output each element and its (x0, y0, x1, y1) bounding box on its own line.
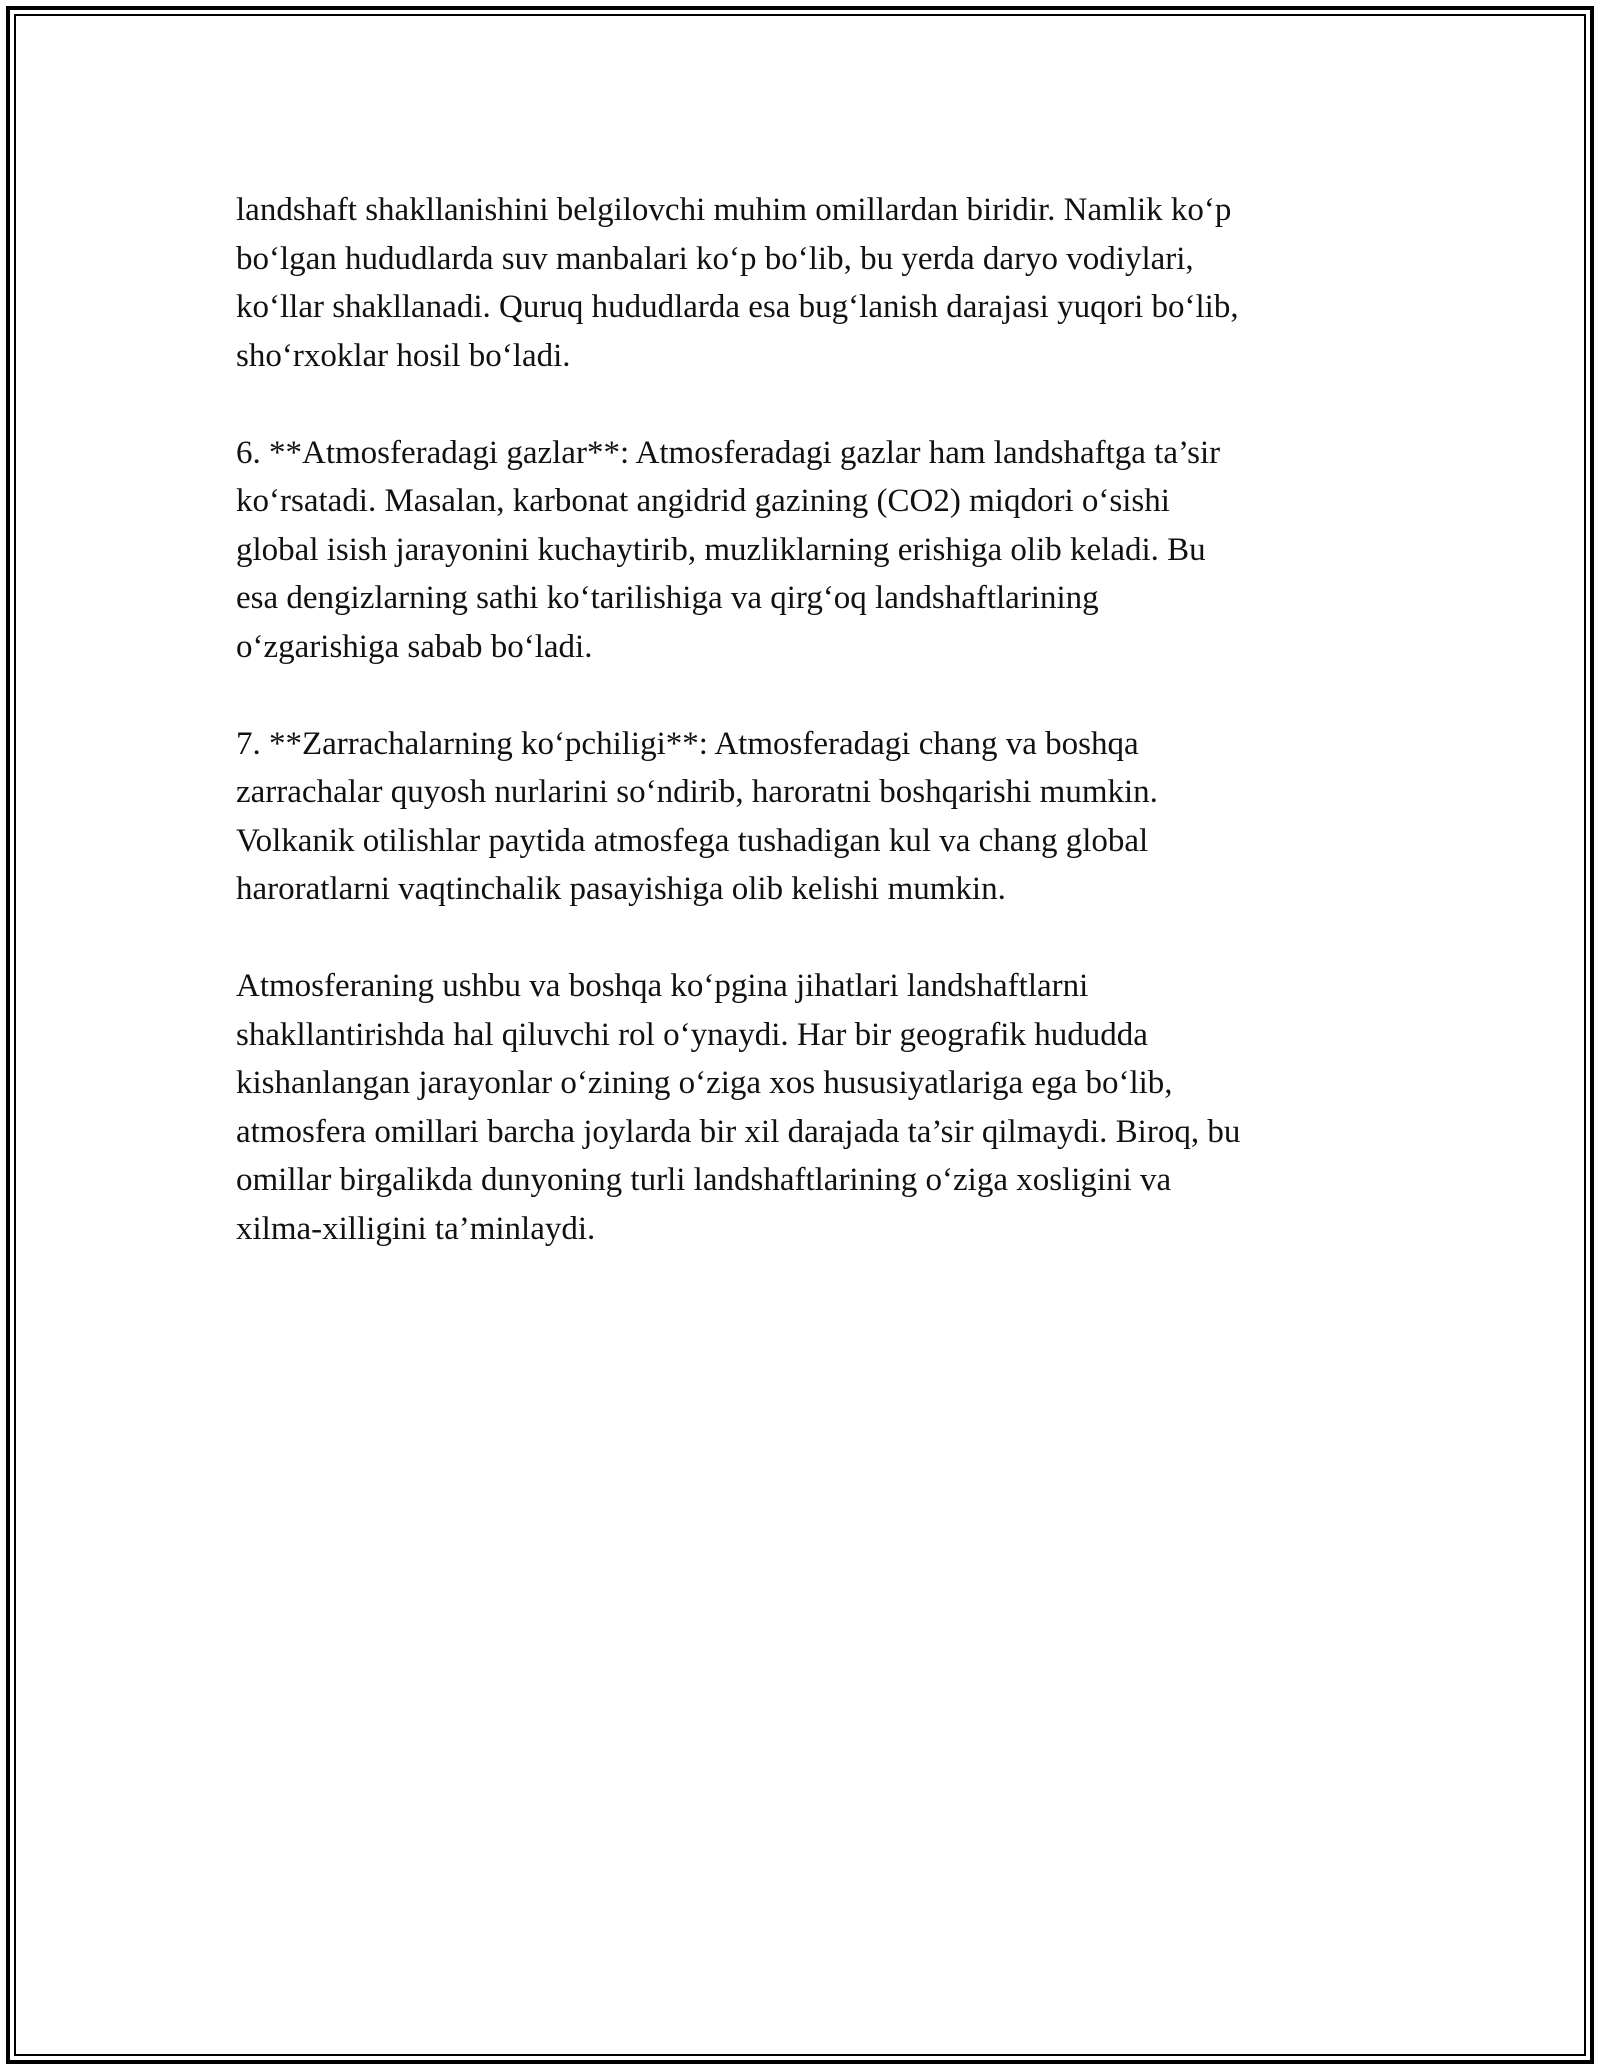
paragraph-atmospheric-gases: 6. **Atmosferadagi gazlar**: Atmosferadagi gazlar ham landshaftga ta’sir ko‘rsatadi. Masalan, karbonat angidrid gazining (CO2) miqdori o‘sishi global isish jarayonini kuchaytirib, muzliklarning erishiga olib keladi. Bu esa dengizlarning sathi ko‘tarilishiga va qirg‘oq landshaftlarining o‘zgarishiga sabab bo‘ladi. (236, 434, 1221, 665)
paragraph-humidity-continuation: landshaft shakllanishini belgilovchi muhim omillardan biridir. Namlik ko‘p bo‘lgan hududlarda suv manbalari ko‘p bo‘lib, bu yerda daryo vodiylari, ko‘llar shakllanadi. Quruq hududlarda esa bug‘lanish darajasi yuqori bo‘lib, sho‘rxoklar hosil bo‘ladi. (236, 192, 1239, 374)
paragraph-particles: 7. **Zarrachalarning ko‘pchiligi**: Atmosferadagi chang va boshqa zarrachalar quyosh nurlarini so‘ndirib, haroratni boshqarishi mumkin. Volkanik otilishlar paytida atmosfega tushadigan kul va chang global haroratlarni vaqtinchalik pasayishiga olib kelishi mumkin. (236, 725, 1158, 907)
paragraph-conclusion: Atmosferaning ushbu va boshqa ko‘pgina jihatlari landshaftlarni shakllantirishda hal qiluvchi rol o‘ynaydi. Har bir geografik hududda kishanlangan jarayonlar o‘zining o‘ziga xos hususiyatlariga ega bo‘lib, atmosfera omillari barcha joylarda bir xil darajada ta’sir qilmaydi. Biroq, bu omillar birgalikda dunyoning turli landshaftlarining o‘ziga xosligini va xilma-xilligini ta’minlaydi. (236, 968, 1241, 1247)
document-body (236, 186, 1366, 1253)
